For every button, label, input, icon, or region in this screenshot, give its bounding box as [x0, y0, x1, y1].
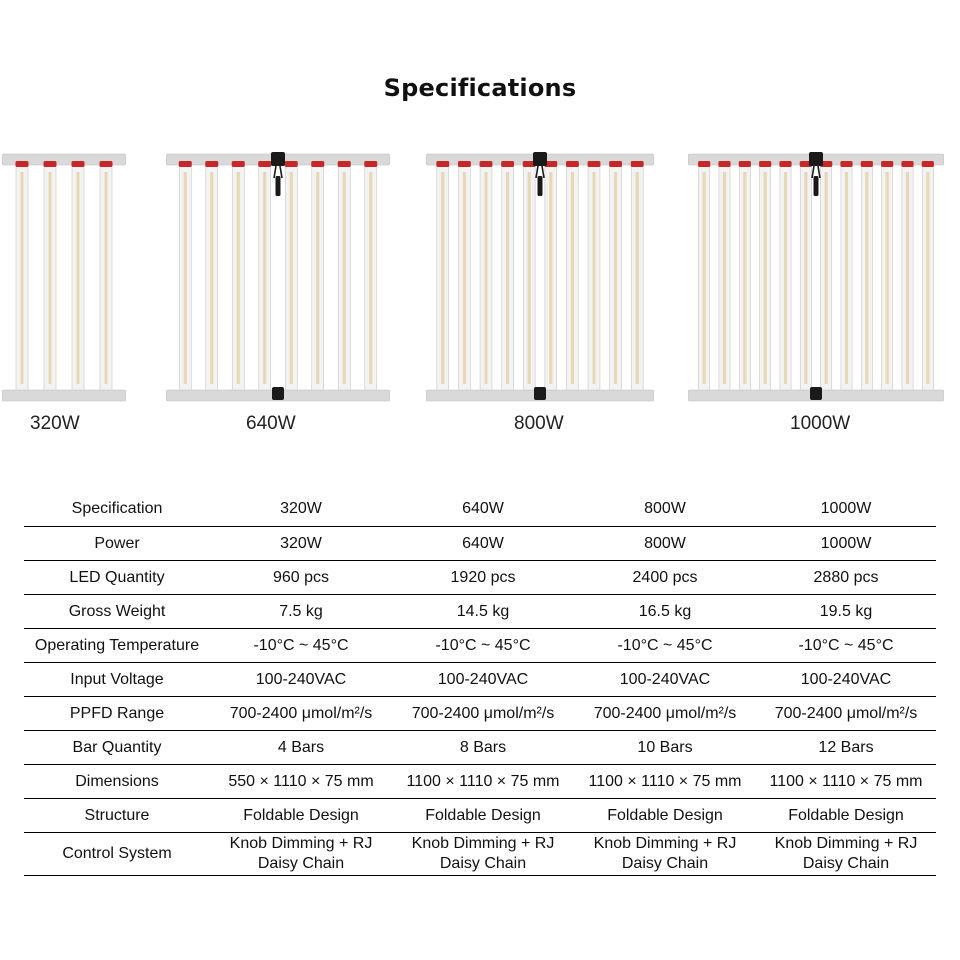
led-strip	[636, 172, 639, 384]
cell-value: 800W	[574, 527, 756, 561]
table-row	[24, 765, 936, 799]
cell-value: Foldable Design	[756, 799, 936, 833]
cell-value: 100-240VAC	[210, 663, 392, 697]
cell-value: 8 Bars	[392, 731, 574, 765]
bar-endcap	[861, 161, 873, 167]
row-label: Gross Weight	[24, 595, 210, 629]
led-strip	[184, 172, 187, 384]
table-row	[24, 799, 936, 833]
led-strip	[290, 172, 293, 384]
bar-endcap	[364, 161, 377, 167]
led-strip	[825, 172, 828, 384]
cell-value: 700-2400 μmol/m²/s	[574, 697, 756, 731]
cell-value	[756, 833, 936, 876]
cell-value: 320W	[210, 492, 392, 527]
driver-hub-bottom	[810, 387, 822, 400]
model-label-640w: 640W	[246, 413, 296, 434]
bar-endcap	[72, 161, 85, 167]
driver-hub-top	[533, 152, 547, 166]
led-strip	[237, 172, 240, 384]
led-fixture-640w-image	[166, 152, 390, 404]
cell-value: 1100 × 1110 × 75 mm	[574, 765, 756, 799]
specification-table	[24, 492, 936, 876]
bar-endcap	[631, 161, 644, 167]
cell-value: -10°C ~ 45°C	[756, 629, 936, 663]
led-fixture-1000w-image	[688, 152, 944, 404]
cell-value: 16.5 kg	[574, 595, 756, 629]
cell-value: 320W	[210, 527, 392, 561]
led-strip	[104, 172, 107, 384]
bar-endcap	[501, 161, 514, 167]
cell-line: Daisy Chain	[439, 855, 527, 872]
driver-hub-top	[809, 152, 823, 166]
cell-line: Knob Dimming + RJ	[593, 835, 737, 852]
hub-connector	[538, 176, 543, 196]
cell-value: 800W	[574, 492, 756, 527]
led-strip	[20, 172, 23, 384]
row-label: LED Quantity	[24, 561, 210, 595]
led-strip	[463, 172, 466, 384]
row-label: PPFD Range	[24, 697, 210, 731]
cell-value: 550 × 1110 × 75 mm	[210, 765, 392, 799]
row-label: Operating Temperature	[24, 629, 210, 663]
table-row	[24, 731, 936, 765]
bar-endcap	[179, 161, 192, 167]
cell-value: 1000W	[756, 527, 936, 561]
cell-line: Daisy Chain	[802, 855, 890, 872]
table-row	[24, 629, 936, 663]
bar-endcap	[588, 161, 601, 167]
bar-endcap	[779, 161, 791, 167]
bar-endcap	[100, 161, 113, 167]
led-fixture-320w-image	[2, 152, 126, 404]
cell-line: Knob Dimming + RJ	[411, 835, 555, 852]
model-label-800w: 800W	[514, 413, 564, 434]
row-label: Control System	[24, 833, 210, 876]
bar-endcap	[258, 161, 271, 167]
cell-value: Foldable Design	[392, 799, 574, 833]
cell-line: Daisy Chain	[257, 855, 345, 872]
led-strip	[592, 172, 595, 384]
led-strip	[343, 172, 346, 384]
row-label: Power	[24, 527, 210, 561]
fixture-drawing	[166, 152, 390, 404]
led-strip	[76, 172, 79, 384]
bar-endcap	[458, 161, 471, 167]
row-label: Dimensions	[24, 765, 210, 799]
led-strip	[210, 172, 213, 384]
bar-endcap	[285, 161, 298, 167]
table-row	[24, 527, 936, 561]
cell-line: Knob Dimming + RJ	[229, 835, 373, 852]
cell-value: 100-240VAC	[574, 663, 756, 697]
fixture-drawing	[426, 152, 654, 404]
bar-endcap	[232, 161, 245, 167]
cell-line: Daisy Chain	[621, 855, 709, 872]
page-title: Specifications	[383, 74, 577, 102]
led-strip	[845, 172, 848, 384]
bar-endcap	[840, 161, 852, 167]
bar-endcap	[566, 161, 579, 167]
led-strip	[703, 172, 706, 384]
table-row	[24, 492, 936, 527]
cell-value: 4 Bars	[210, 731, 392, 765]
bar-endcap	[881, 161, 893, 167]
led-strip	[764, 172, 767, 384]
bar-endcap	[901, 161, 913, 167]
table-row	[24, 561, 936, 595]
cell-value	[392, 833, 574, 876]
bar-endcap	[311, 161, 324, 167]
led-strip	[369, 172, 372, 384]
cell-value: 700-2400 μmol/m²/s	[756, 697, 936, 731]
cell-value	[574, 833, 756, 876]
led-strip	[906, 172, 909, 384]
bottom-rail	[2, 390, 126, 401]
cell-value: -10°C ~ 45°C	[392, 629, 574, 663]
bar-endcap	[718, 161, 730, 167]
led-strip	[723, 172, 726, 384]
led-strip	[865, 172, 868, 384]
led-strip	[484, 172, 487, 384]
cell-value: 640W	[392, 492, 574, 527]
cell-value: 14.5 kg	[392, 595, 574, 629]
led-strip	[926, 172, 929, 384]
bar-endcap	[436, 161, 449, 167]
row-label: Input Voltage	[24, 663, 210, 697]
row-label: Bar Quantity	[24, 731, 210, 765]
led-strip	[549, 172, 552, 384]
cell-value	[210, 833, 392, 876]
bar-endcap	[205, 161, 218, 167]
bar-endcap	[44, 161, 57, 167]
driver-hub-bottom	[534, 387, 546, 400]
cell-value: -10°C ~ 45°C	[210, 629, 392, 663]
led-fixture-800w-image	[426, 152, 654, 404]
led-strip	[886, 172, 889, 384]
led-strip	[528, 172, 531, 384]
cell-value: -10°C ~ 45°C	[574, 629, 756, 663]
bar-endcap	[698, 161, 710, 167]
cell-value: 1100 × 1110 × 75 mm	[756, 765, 936, 799]
cell-value: 700-2400 μmol/m²/s	[210, 697, 392, 731]
led-strip	[316, 172, 319, 384]
table-row	[24, 663, 936, 697]
hub-connector	[276, 176, 281, 196]
row-label: Specification	[24, 492, 210, 527]
cell-value: Foldable Design	[210, 799, 392, 833]
table-row	[24, 697, 936, 731]
cell-value: 2400 pcs	[574, 561, 756, 595]
bar-endcap	[480, 161, 493, 167]
cell-line: Knob Dimming + RJ	[774, 835, 918, 852]
led-strip	[263, 172, 266, 384]
model-label-1000w: 1000W	[790, 413, 851, 434]
bar-endcap	[338, 161, 351, 167]
led-strip	[614, 172, 617, 384]
driver-hub-top	[271, 152, 285, 166]
cell-value: 1100 × 1110 × 75 mm	[392, 765, 574, 799]
cell-value: 19.5 kg	[756, 595, 936, 629]
fixture-drawing	[688, 152, 944, 404]
cell-value: 960 pcs	[210, 561, 392, 595]
led-strip	[441, 172, 444, 384]
cell-value: 7.5 kg	[210, 595, 392, 629]
model-label-320w: 320W	[30, 413, 80, 434]
led-strip	[571, 172, 574, 384]
bar-endcap	[739, 161, 751, 167]
bar-endcap	[759, 161, 771, 167]
led-strip	[506, 172, 509, 384]
table-row	[24, 833, 936, 876]
cell-value: 1920 pcs	[392, 561, 574, 595]
cell-value: 12 Bars	[756, 731, 936, 765]
bar-endcap	[922, 161, 934, 167]
bar-endcap	[609, 161, 622, 167]
cell-value: 640W	[392, 527, 574, 561]
cell-value: 100-240VAC	[392, 663, 574, 697]
cell-value: 1000W	[756, 492, 936, 527]
driver-hub-bottom	[272, 387, 284, 400]
cell-value: 700-2400 μmol/m²/s	[392, 697, 574, 731]
table-row	[24, 595, 936, 629]
cell-value: 100-240VAC	[756, 663, 936, 697]
cell-value: 2880 pcs	[756, 561, 936, 595]
hub-connector	[814, 176, 819, 196]
led-strip	[743, 172, 746, 384]
led-strip	[48, 172, 51, 384]
cell-value: 10 Bars	[574, 731, 756, 765]
row-label: Structure	[24, 799, 210, 833]
fixture-drawing	[2, 152, 126, 404]
led-strip	[804, 172, 807, 384]
led-strip	[784, 172, 787, 384]
cell-value: Foldable Design	[574, 799, 756, 833]
bar-endcap	[16, 161, 29, 167]
